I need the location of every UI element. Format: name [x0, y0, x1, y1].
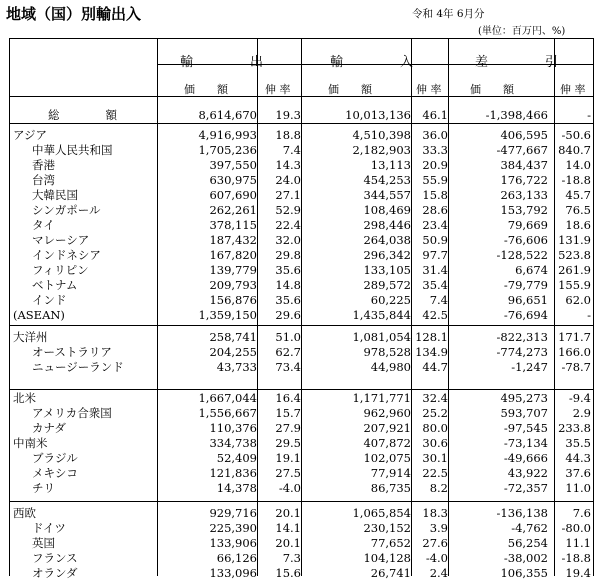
- cell-v3: -73,134: [503, 436, 548, 450]
- region-name: 大洋州: [13, 330, 48, 344]
- balance-value-header: 価 額: [470, 83, 514, 96]
- cell-r2: 22.5: [422, 466, 448, 480]
- cell-r1: 14.8: [275, 278, 301, 292]
- cell-v1: 156,876: [209, 293, 257, 307]
- table-row: [10, 293, 593, 307]
- region-name: ブラジル: [32, 451, 78, 465]
- table-row: [10, 158, 593, 172]
- cell-v1: 187,432: [209, 233, 257, 247]
- cell-v1: 334,738: [209, 436, 257, 450]
- export-header: 輸 出: [180, 55, 286, 70]
- table-row: [10, 506, 593, 520]
- cell-v3: 6,674: [515, 263, 548, 277]
- table-row: [10, 481, 593, 495]
- region-name: 西欧: [13, 506, 36, 520]
- cell-r1: 27.5: [275, 466, 301, 480]
- cell-r3: 233.8: [558, 421, 591, 435]
- page-title: 地域（国）別輸出入: [6, 5, 142, 23]
- table-row: [10, 218, 593, 232]
- region-name: (ASEAN): [13, 308, 65, 322]
- cell-r2: 33.3: [422, 143, 448, 157]
- cell-r3: 44.3: [565, 451, 591, 465]
- cell-r2: 20.9: [422, 158, 448, 172]
- cell-v1: 14,378: [216, 481, 257, 495]
- cell-v1: 262,261: [209, 203, 257, 217]
- region-name: 香港: [32, 158, 55, 172]
- cell-r2: 23.4: [422, 218, 448, 232]
- table-row: [10, 406, 593, 420]
- cell-v1: 378,115: [209, 218, 257, 232]
- cell-r3: -9.4: [568, 391, 591, 405]
- cell-v1: 8,614,670: [198, 108, 257, 122]
- cell-r1: 19.3: [275, 108, 301, 122]
- cell-v3: -1,398,466: [485, 108, 548, 122]
- cell-v3: -72,357: [503, 481, 548, 495]
- cell-v3: -774,273: [496, 345, 548, 359]
- table-row: [10, 263, 593, 277]
- cell-r2: 134.9: [415, 345, 448, 359]
- export-value-header: 価 額: [184, 83, 228, 96]
- section-rule: [10, 389, 593, 390]
- cell-v1: 66,126: [216, 551, 257, 565]
- cell-r1: 19.1: [275, 451, 301, 465]
- cell-v3: 384,437: [500, 158, 548, 172]
- table-row: [10, 233, 593, 247]
- cell-v2: 86,735: [370, 481, 411, 495]
- cell-r3: 62.0: [565, 293, 591, 307]
- cell-r3: -: [587, 108, 591, 122]
- cell-r3: 155.9: [558, 278, 591, 292]
- table-row: [10, 278, 593, 292]
- cell-r3: 523.8: [558, 248, 591, 262]
- region-name: 大韓民国: [32, 188, 78, 202]
- cell-r1: 16.4: [275, 391, 301, 405]
- cell-v2: 296,342: [363, 248, 411, 262]
- cell-v3: 43,922: [507, 466, 548, 480]
- cell-r3: 45.7: [565, 188, 591, 202]
- cell-r3: 2.9: [572, 406, 591, 420]
- cell-v2: 344,557: [363, 188, 411, 202]
- cell-r1: 29.5: [275, 436, 301, 450]
- region-name: ベトナム: [32, 278, 78, 292]
- cell-v1: 1,667,044: [198, 391, 257, 405]
- region-name: フランス: [32, 551, 78, 565]
- cell-r2: 31.4: [422, 263, 448, 277]
- cell-r1: 27.9: [275, 421, 301, 435]
- cell-r3: 7.6: [572, 506, 591, 520]
- region-name: カナダ: [32, 421, 66, 435]
- cell-r2: 30.6: [422, 436, 448, 450]
- region-name: 台湾: [32, 173, 55, 187]
- cell-v2: 230,152: [363, 521, 411, 535]
- cell-v2: 298,446: [363, 218, 411, 232]
- cell-v1: 397,550: [209, 158, 257, 172]
- cell-v3: 495,273: [500, 391, 548, 405]
- cell-v3: -4,762: [511, 521, 548, 535]
- cell-r1: 7.4: [282, 143, 301, 157]
- cell-v3: 106,355: [500, 566, 548, 580]
- cell-r1: 29.8: [275, 248, 301, 262]
- cell-r2: 27.6: [422, 536, 448, 550]
- cell-v1: 258,741: [209, 330, 257, 344]
- cell-v2: 407,872: [363, 436, 411, 450]
- region-name: チリ: [32, 481, 55, 495]
- region-name: 総 額: [48, 108, 117, 122]
- cell-v2: 102,075: [363, 451, 411, 465]
- region-name: アメリカ合衆国: [32, 406, 112, 420]
- cell-v2: 264,038: [363, 233, 411, 247]
- cell-r3: 35.5: [565, 436, 591, 450]
- table-row: [10, 566, 593, 580]
- cell-r2: 30.1: [422, 451, 448, 465]
- cell-r3: 131.9: [558, 233, 591, 247]
- import-header: 輸 入: [330, 55, 436, 70]
- cell-r2: 128.1: [415, 330, 448, 344]
- cell-v1: 204,255: [209, 345, 257, 359]
- cell-r2: -4.0: [425, 551, 448, 565]
- region-name: フィリピン: [32, 263, 89, 277]
- cell-r2: 44.7: [422, 360, 448, 374]
- cell-v1: 209,793: [209, 278, 257, 292]
- cell-r1: 35.6: [275, 263, 301, 277]
- cell-r1: 62.7: [275, 345, 301, 359]
- region-name: ドイツ: [32, 521, 66, 535]
- cell-v2: 4,510,398: [352, 128, 411, 142]
- cell-v1: 139,779: [209, 263, 257, 277]
- cell-r1: 20.1: [275, 506, 301, 520]
- section-rule: [10, 123, 593, 124]
- cell-v2: 289,572: [363, 278, 411, 292]
- cell-v2: 104,128: [363, 551, 411, 565]
- cell-r1: 18.8: [275, 128, 301, 142]
- region-name: インドネシア: [32, 248, 101, 262]
- cell-v2: 1,065,854: [352, 506, 411, 520]
- unit-note: (単位：百万円、%): [478, 26, 566, 37]
- cell-v2: 60,225: [370, 293, 411, 307]
- cell-r3: 14.0: [565, 158, 591, 172]
- cell-v2: 44,980: [370, 360, 411, 374]
- cell-v2: 133,105: [363, 263, 411, 277]
- cell-v3: 56,254: [507, 536, 548, 550]
- cell-r3: 171.7: [558, 330, 591, 344]
- cell-r2: 25.2: [422, 406, 448, 420]
- cell-r3: -80.0: [561, 521, 591, 535]
- cell-r1: 32.0: [275, 233, 301, 247]
- cell-r3: 11.0: [565, 481, 591, 495]
- cell-v3: 263,133: [500, 188, 548, 202]
- table-row: [10, 308, 593, 322]
- cell-r3: 19.4: [565, 566, 591, 580]
- cell-r2: 28.6: [422, 203, 448, 217]
- cell-v1: 167,820: [209, 248, 257, 262]
- cell-v3: -1,247: [511, 360, 548, 374]
- table-row: [10, 521, 593, 535]
- table-row: [10, 108, 593, 122]
- cell-v2: 26,741: [370, 566, 411, 580]
- table-row: [10, 345, 593, 359]
- cell-r1: -4.0: [278, 481, 301, 495]
- cell-r3: -50.6: [561, 128, 591, 142]
- region-name: シンガポール: [32, 203, 101, 217]
- cell-r2: 35.4: [422, 278, 448, 292]
- cell-v3: 96,651: [507, 293, 548, 307]
- cell-r3: 166.0: [558, 345, 591, 359]
- cell-v3: -477,667: [496, 143, 548, 157]
- cell-v1: 225,390: [209, 521, 257, 535]
- cell-r1: 15.6: [275, 566, 301, 580]
- cell-v2: 77,914: [370, 466, 411, 480]
- cell-r2: 18.3: [422, 506, 448, 520]
- cell-r2: 42.5: [422, 308, 448, 322]
- cell-v3: 153,792: [500, 203, 548, 217]
- section-rule: [10, 325, 593, 326]
- cell-v1: 110,376: [209, 421, 257, 435]
- table-row: [10, 466, 593, 480]
- cell-v3: 79,669: [507, 218, 548, 232]
- cell-v1: 4,916,993: [198, 128, 257, 142]
- import-rate-header: 伸 率: [416, 83, 442, 96]
- region-name: ニュージーランド: [32, 360, 124, 374]
- cell-v2: 1,171,771: [352, 391, 411, 405]
- cell-v3: -97,545: [503, 421, 548, 435]
- cell-r3: 76.5: [565, 203, 591, 217]
- cell-r3: 37.6: [565, 466, 591, 480]
- import-value-header: 価 額: [328, 83, 372, 96]
- region-name: 中華人民共和国: [32, 143, 113, 157]
- cell-v3: -49,666: [503, 451, 548, 465]
- cell-r1: 29.6: [275, 308, 301, 322]
- table-row: [10, 173, 593, 187]
- cell-r1: 27.1: [275, 188, 301, 202]
- table-row: [10, 421, 593, 435]
- region-name: オーストラリア: [32, 345, 112, 359]
- cell-r1: 7.3: [282, 551, 301, 565]
- cell-r1: 14.1: [275, 521, 301, 535]
- cell-r3: -18.8: [561, 173, 591, 187]
- balance-rate-header: 伸 率: [560, 83, 586, 96]
- cell-r3: 11.1: [565, 536, 591, 550]
- table-row: [10, 143, 593, 157]
- region-name: 中南米: [13, 436, 48, 450]
- cell-v2: 454,253: [363, 173, 411, 187]
- section-rule: [10, 501, 593, 502]
- balance-header: 差 引: [475, 55, 581, 70]
- cell-v2: 108,469: [363, 203, 411, 217]
- cell-r2: 97.7: [422, 248, 448, 262]
- cell-r3: -: [587, 308, 591, 322]
- cell-r1: 15.7: [275, 406, 301, 420]
- cell-r3: -78.7: [561, 360, 591, 374]
- cell-v2: 2,182,903: [352, 143, 411, 157]
- table-row: [10, 203, 593, 217]
- table-row: [10, 330, 593, 344]
- table-row: [10, 451, 593, 465]
- cell-v1: 133,096: [209, 566, 257, 580]
- cell-v3: 593,707: [500, 406, 548, 420]
- cell-r1: 51.0: [275, 330, 301, 344]
- cell-r1: 22.4: [275, 218, 301, 232]
- cell-v1: 121,836: [209, 466, 257, 480]
- cell-r1: 20.1: [275, 536, 301, 550]
- cell-v3: -76,694: [503, 308, 548, 322]
- region-name: マレーシア: [32, 233, 90, 247]
- cell-v3: -79,779: [503, 278, 548, 292]
- cell-r3: 18.6: [565, 218, 591, 232]
- cell-v1: 133,906: [209, 536, 257, 550]
- cell-r3: 840.7: [558, 143, 591, 157]
- cell-r1: 14.3: [275, 158, 301, 172]
- cell-v2: 13,113: [370, 158, 411, 172]
- region-name: アジア: [13, 128, 48, 142]
- report-date: 令和 4年 6月分: [412, 8, 485, 20]
- table-row: [10, 551, 593, 565]
- cell-r2: 15.8: [422, 188, 448, 202]
- cell-r1: 52.9: [275, 203, 301, 217]
- region-name: 北米: [13, 391, 36, 405]
- cell-v3: 176,722: [500, 173, 548, 187]
- table-row: [10, 391, 593, 405]
- export-rate-header: 伸 率: [265, 83, 291, 96]
- cell-r1: 35.6: [275, 293, 301, 307]
- region-name: タイ: [32, 218, 55, 232]
- cell-v3: -38,002: [503, 551, 548, 565]
- cell-v2: 1,435,844: [352, 308, 411, 322]
- cell-v2: 1,081,054: [352, 330, 411, 344]
- cell-v2: 207,921: [363, 421, 411, 435]
- region-name: 英国: [32, 536, 55, 550]
- cell-v2: 978,528: [363, 345, 411, 359]
- cell-v1: 52,409: [216, 451, 257, 465]
- cell-r2: 46.1: [422, 108, 448, 122]
- cell-v1: 1,359,150: [198, 308, 257, 322]
- table-row: [10, 536, 593, 550]
- cell-r2: 32.4: [422, 391, 448, 405]
- region-name: メキシコ: [32, 466, 78, 480]
- cell-r2: 7.4: [429, 293, 448, 307]
- cell-v2: 10,013,136: [345, 108, 411, 122]
- trade-table: [9, 38, 594, 580]
- cell-v1: 607,690: [209, 188, 257, 202]
- cell-v1: 1,705,236: [198, 143, 257, 157]
- cell-r2: 2.4: [429, 566, 448, 580]
- region-name: インド: [32, 293, 67, 307]
- table-row: [10, 360, 593, 374]
- region-name: オランダ: [32, 566, 78, 580]
- cell-v2: 962,960: [363, 406, 411, 420]
- cell-v3: -822,313: [496, 330, 548, 344]
- table-row: [10, 248, 593, 262]
- table-row: [10, 188, 593, 202]
- cell-v1: 1,556,667: [198, 406, 257, 420]
- cell-r2: 8.2: [429, 481, 448, 495]
- cell-v1: 630,975: [209, 173, 257, 187]
- cell-r3: -18.8: [561, 551, 591, 565]
- cell-r2: 3.9: [429, 521, 448, 535]
- table-row: [10, 436, 593, 450]
- cell-v3: -128,522: [496, 248, 548, 262]
- cell-r2: 36.0: [422, 128, 448, 142]
- cell-v3: -136,138: [496, 506, 548, 520]
- cell-r2: 55.9: [422, 173, 448, 187]
- cell-v1: 43,733: [216, 360, 257, 374]
- cell-r2: 50.9: [422, 233, 448, 247]
- cell-r3: 261.9: [558, 263, 591, 277]
- cell-v3: -76,606: [503, 233, 548, 247]
- cell-r1: 73.4: [275, 360, 301, 374]
- cell-r1: 24.0: [275, 173, 301, 187]
- cell-v2: 77,652: [370, 536, 411, 550]
- cell-v1: 929,716: [209, 506, 257, 520]
- cell-v3: 406,595: [500, 128, 548, 142]
- cell-r2: 80.0: [422, 421, 448, 435]
- table-row: [10, 128, 593, 142]
